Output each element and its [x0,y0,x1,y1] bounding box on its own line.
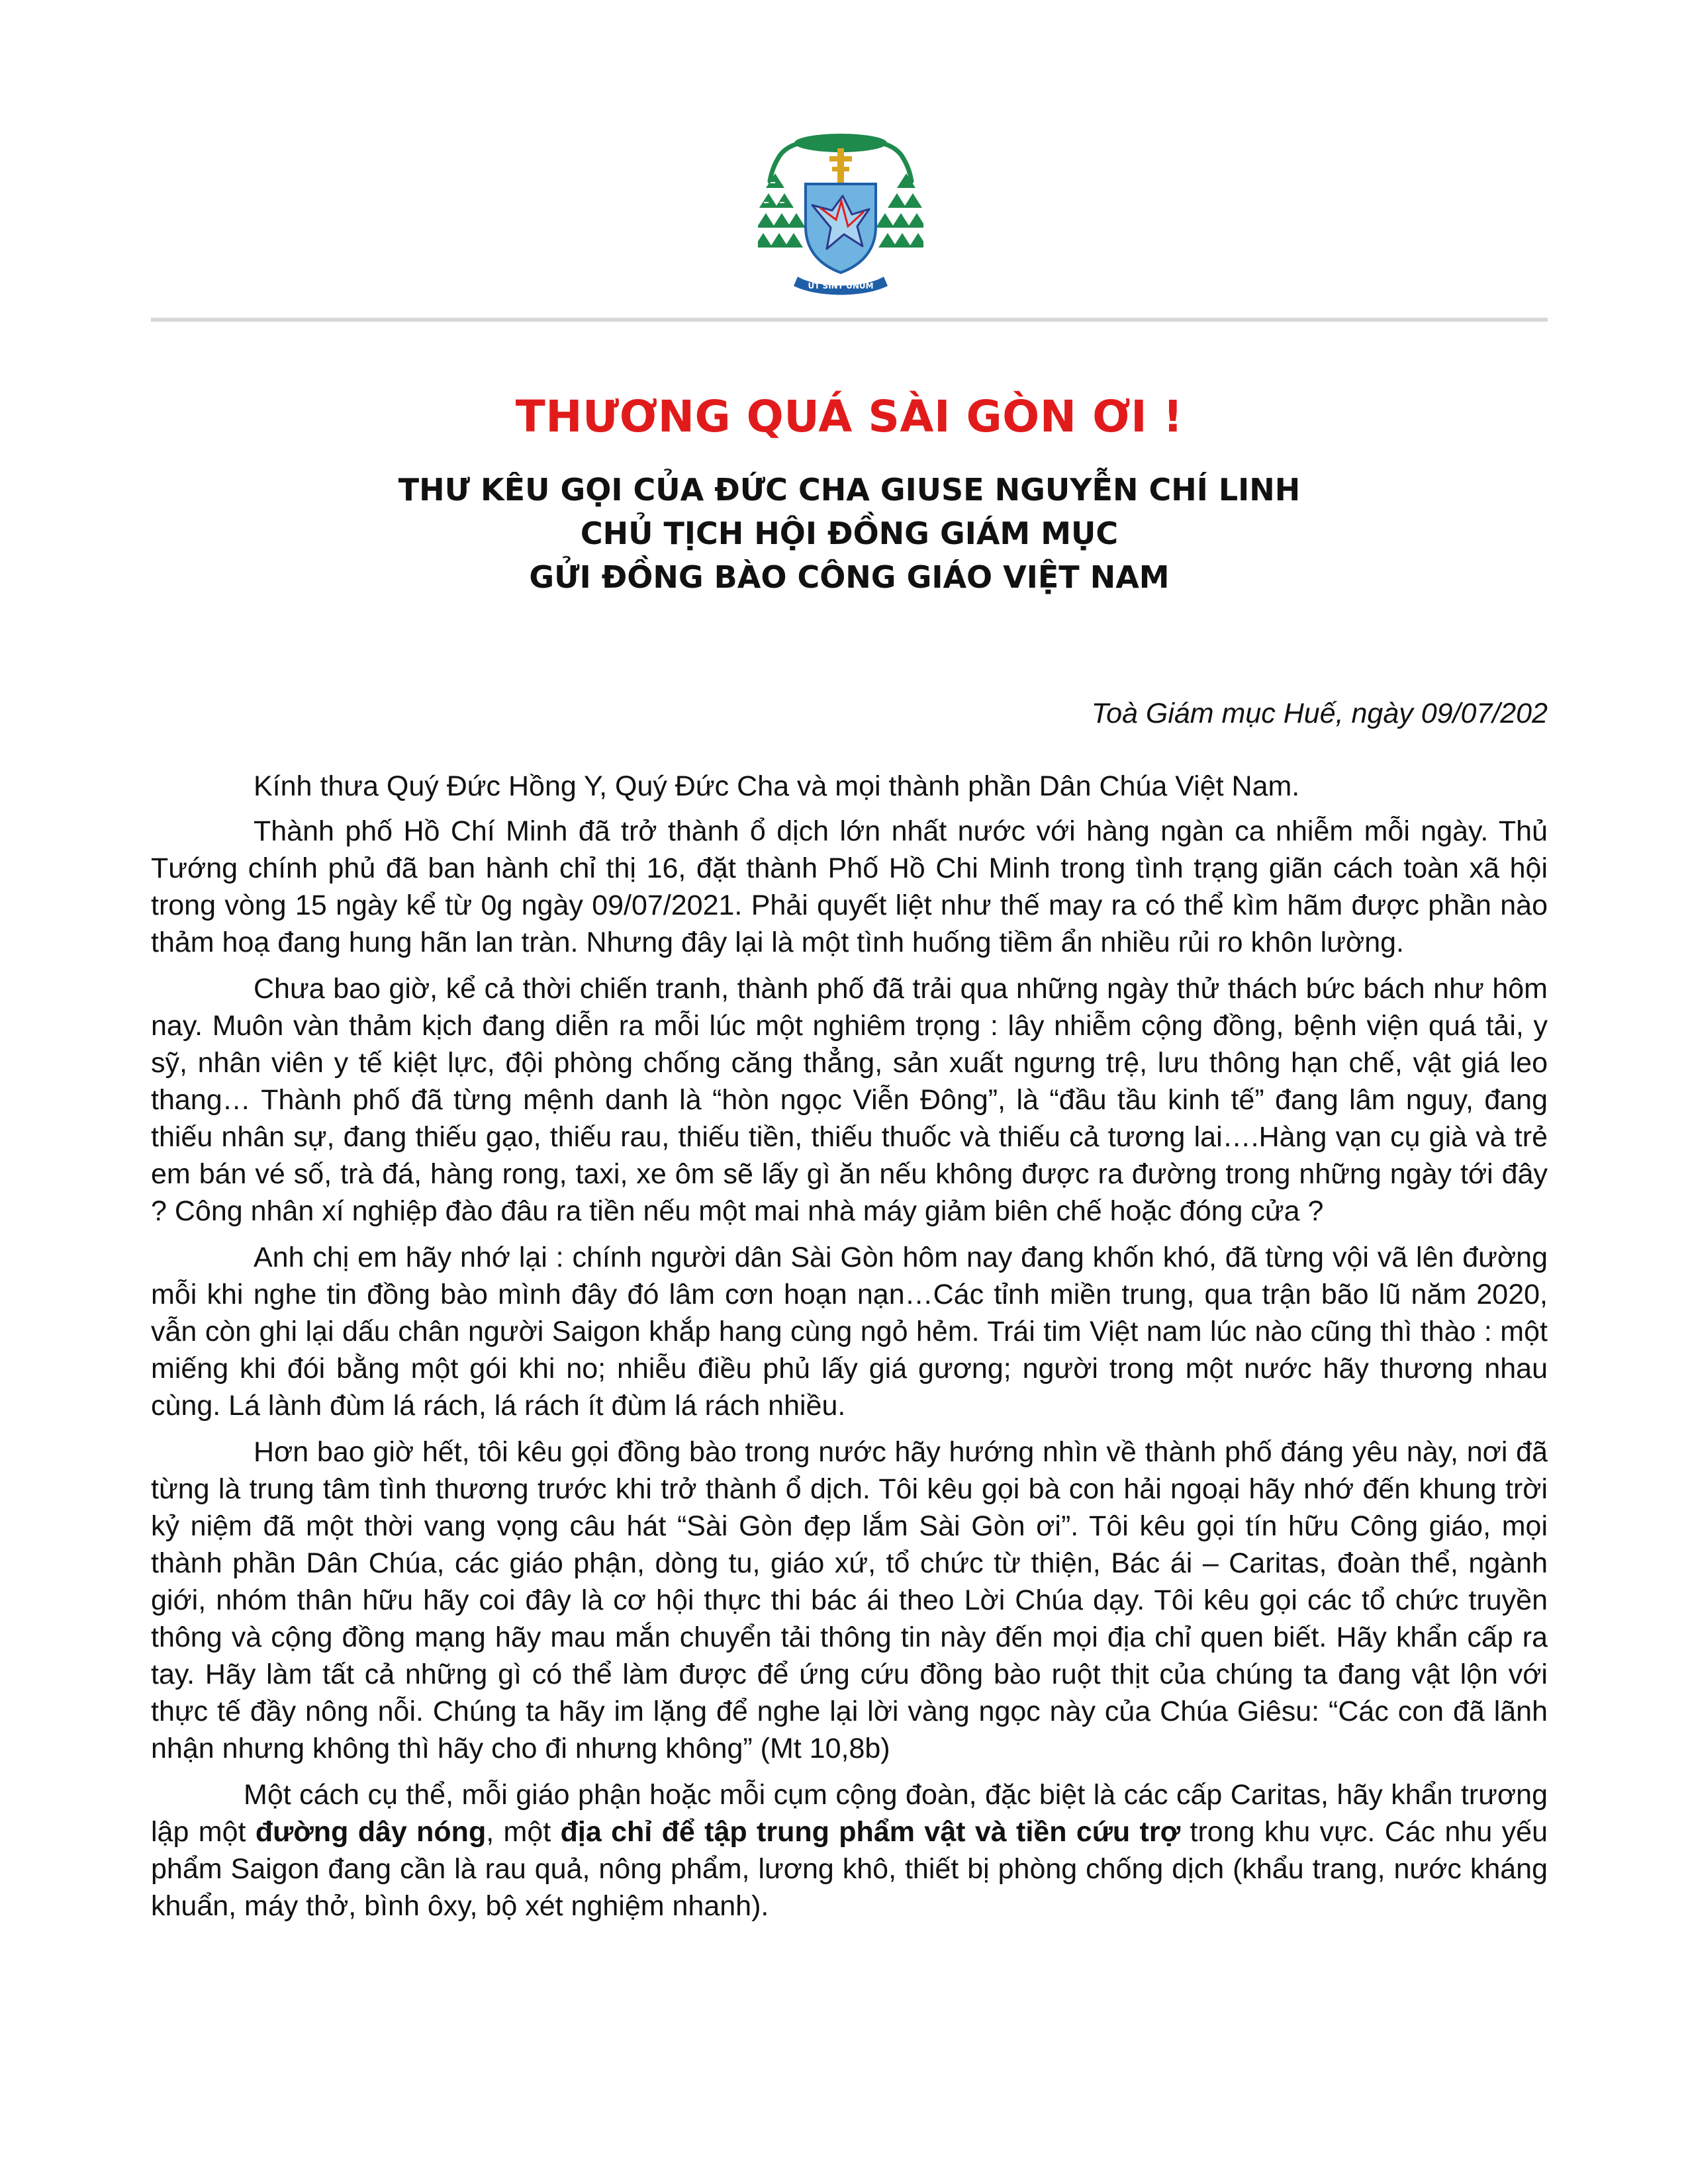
subtitle-line-2: CHỦ TỊCH HỘI ĐỒNG GIÁM MỤC [580,516,1119,551]
paragraph-1: Thành phố Hồ Chí Minh đã trở thành ổ dịch lớn nhất nước với hàng ngàn ca nhiễm mỗi ngày. Thủ Tướng chính phủ đã ban hành chỉ thị 16, đặt thành Phố Hồ Chi Minh trong tình trạng giãn cách toàn xã hội trong vòng 15 ngày kể từ 0g ngày 09/07/2021. Phải quyết liệt như thế may ra có thể kìm hãm được phần nào thảm hoạ đang hung hãn lan tràn. Nhưng đây lại là một tình huống tiềm ẩn nhiều rủi ro khôn lường. [151,815,1548,958]
paragraph-5-text-c: trong khu vực. Các nhu yếu phẩm Saigon đang cần là rau quả, nông phẩm, lương khô, thiết bị phòng chống dịch (khẩu trang, nước kháng khuẩn, máy thở, bình ôxy, bộ xét nghiệm nhanh). [151,1816,1548,1922]
page-title: THƯƠNG QUÁ SÀI GÒN ƠI ! [515,391,1184,442]
letter-heading [151,387,1548,599]
subtitle-line-1: THƯ KÊU GỌI CỦA ĐỨC CHA GIUSE NGUYỄN CHÍ LINH [398,472,1301,508]
paragraph-2: Chưa bao giờ, kể cả thời chiến tranh, thành phố đã trải qua những ngày thử thách bức bách như hôm nay. Muôn vàn thảm kịch đang diễn ra mỗi lúc một nghiêm trọng : lây nhiễm cộng đồng, bệnh viện quá tải, y sỹ, nhân viên y tế kiệt lực, đội phòng chống căng thẳng, sản xuất ngưng trệ, lưu thông hạn chế, vật giá leo thang… Thành phố đã từng mệnh danh là “hòn ngọc Viễn Đông”, là “đầu tầu kinh tế” đang lâm nguy, đang thiếu nhân sự, đang thiếu gạo, thiếu rau, thiếu tiền, thiếu thuốc và thiếu cả tương lai….Hàng vạn cụ già và trẻ em bán vé số, trà đá, hàng rong, taxi, xe ôm sẽ lấy gì ăn nếu không được ra đường trong những ngày tới đây ? Công nhân xí nghiệp đào đâu ra tiền nếu một mai nhà máy giảm biên chế hoặc đóng cửa ? [151,973,1548,1227]
episcopal-coat-of-arms [758,127,923,295]
paragraph-5-text-b: , một [486,1816,561,1848]
hotline-emphasis: đường dây nóng [255,1816,487,1848]
paragraph-4: Hơn bao giờ hết, tôi kêu gọi đồng bào trong nước hãy hướng nhìn về thành phố đáng yêu này, nơi đã từng là trung tâm tình thương trước khi trở thành ổ dịch. Tôi kêu gọi bà con hải ngoại hãy nhớ đến khung trời kỷ niệm đã một thời vang vọng câu hát “Sài Gòn đẹp lắm Sài Gòn ơi”. Tôi kêu gọi tín hữu Công giáo, mọi thành phần Dân Chúa, các giáo phận, dòng tu, giáo xứ, tổ chức từ thiện, Bác ái – Caritas, đoàn thể, ngành giới, nhóm thân hữu hãy coi đây là cơ hội thực thi bác ái theo Lời Chúa dạy. Tôi kêu gọi các tổ chức truyền thông và cộng đồng mạng hãy mau mắn chuyển tải thông tin này đến mọi địa chỉ quen biết. Hãy khẩn cấp ra tay. Hãy làm tất cả những gì có thể làm được để ứng cứu đồng bào ruột thịt của chúng ta đang vật lộn với thực tế đầy nông nỗi. Chúng ta hãy im lặng để nghe lại lời vàng ngọc này của Chúa Giêsu: “Các con đã lãnh nhận nhưng không thì hãy cho đi nhưng không” (Mt 10,8b) [151,1436,1548,1764]
paragraph-5-text-a: Một cách cụ thể, mỗi giáo phận hoặc mỗi cụm cộng đoàn, đặc biệt là các cấp Caritas, hãy khẩn trương lập một [151,1779,1548,1848]
greeting: Kính thưa Quý Đức Hồng Y, Quý Đức Cha và mọi thành phần Dân Chúa Việt Nam. [254,770,1300,802]
subtitle-line-3: GỬI ĐỒNG BÀO CÔNG GIÁO VIỆT NAM [529,559,1170,595]
header-divider [151,318,1548,322]
paragraph-5 [151,1776,1548,1925]
paragraph-3: Anh chị em hãy nhớ lại : chính người dân Sài Gòn hôm nay đang khốn khó, đã từng vội vã lên đường mỗi khi nghe tin đồng bào mình đây đó lâm cơn hoạn nạn…Các tỉnh miền trung, qua trận bão lũ năm 2020, vẫn còn ghi lại dấu chân người Saigon khắp hang cùng ngỏ hẻm. Trái tim Việt nam lúc nào cũng thì thào : một miếng khi đói bằng một gói khi no; nhiễu điều phủ lấy giá gương; người trong một nước hãy thương nhau cùng. Lá lành đùm lá rách, lá rách ít đùm lá rách nhiều. [151,1242,1548,1422]
dateline: Toà Giám mục Huế, ngày 09/07/202 [1091,698,1548,729]
letter-body [151,768,1548,1934]
relief-address-emphasis: địa chỉ để tập trung phẩm vật và tiền cứu trợ [560,1816,1181,1848]
crest-motto: UT SINT UNUM [808,281,874,291]
